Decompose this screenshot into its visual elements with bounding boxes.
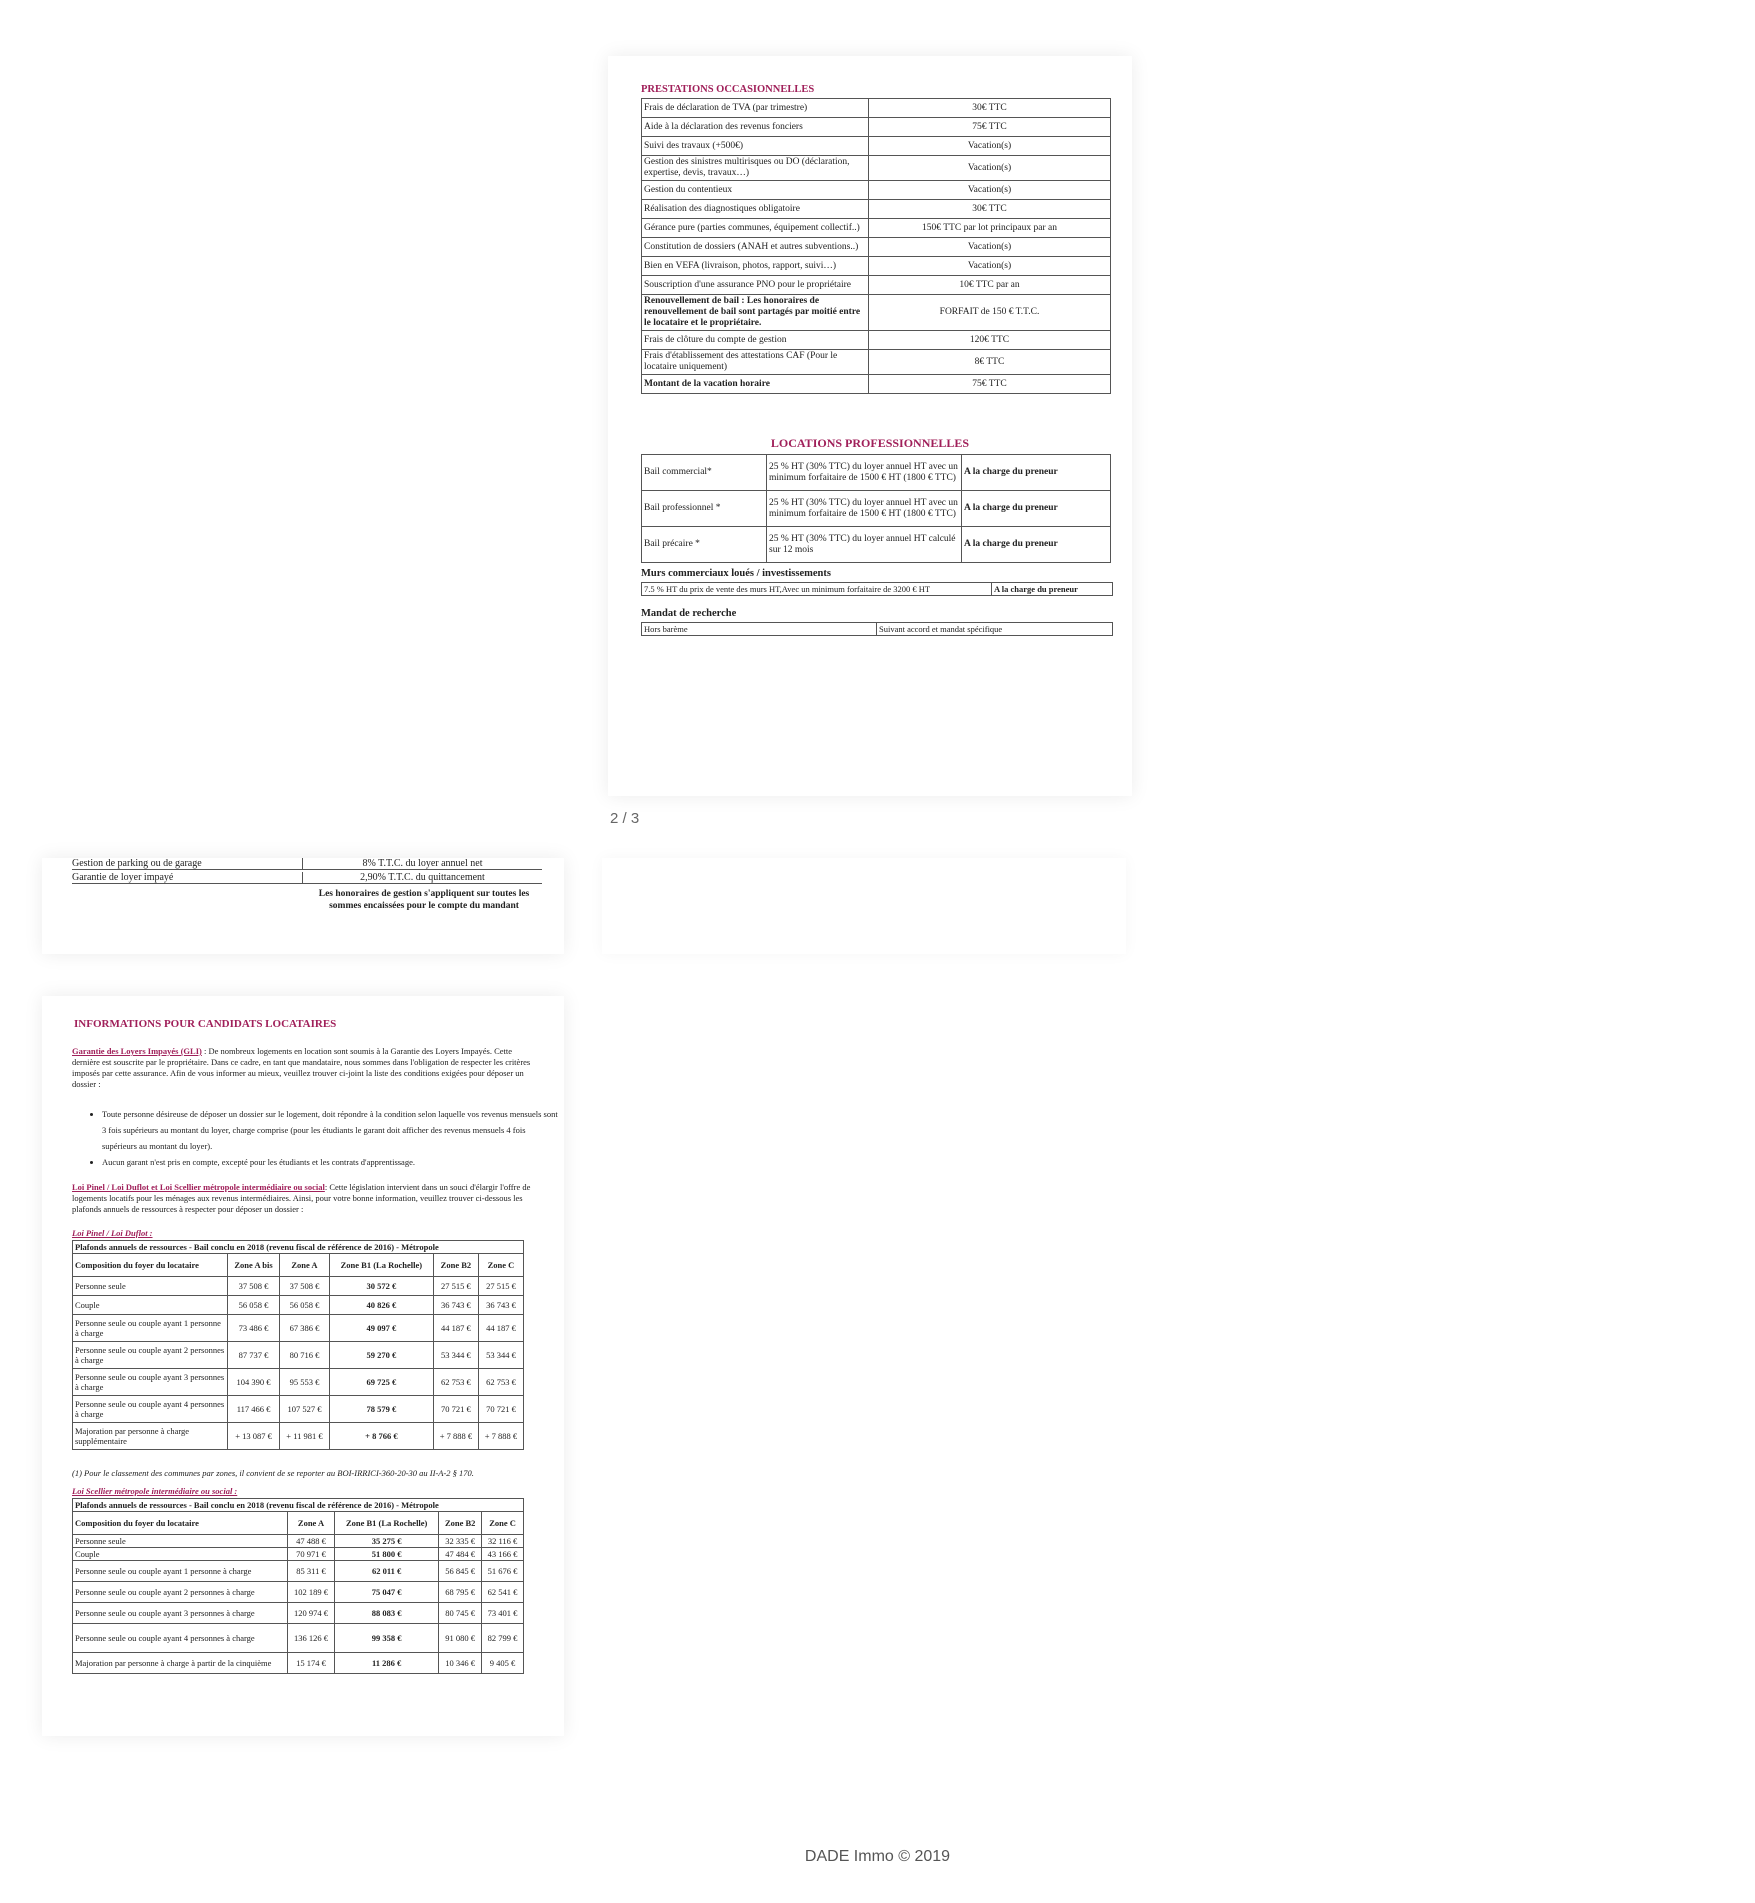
table-header-row xyxy=(73,1254,524,1277)
cell-value: 32 116 € xyxy=(482,1535,524,1548)
cell-value: 51 800 € xyxy=(335,1548,439,1561)
pro-table xyxy=(641,454,1111,563)
row-label: Personne seule ou couple ayant 4 personnes à charge xyxy=(73,1396,228,1423)
table-row xyxy=(73,1535,524,1548)
cell-value: 120 974 € xyxy=(288,1603,335,1624)
cell-value: 117 466 € xyxy=(228,1396,280,1423)
prestation-label: Gérance pure (parties communes, équipement collectif..) xyxy=(642,219,869,238)
fragment-row-parking xyxy=(72,858,542,870)
parking-value: 8% T.T.C. du loyer annuel net xyxy=(362,858,483,869)
cell-value: 37 508 € xyxy=(228,1277,280,1296)
table-row xyxy=(73,1548,524,1561)
cell-value: 80 745 € xyxy=(439,1603,482,1624)
prestation-value: 75€ TTC xyxy=(869,375,1111,394)
cell-value: 56 058 € xyxy=(280,1296,330,1315)
cell-value: 27 515 € xyxy=(478,1277,523,1296)
cell-value: 47 484 € xyxy=(439,1548,482,1561)
cell-value: 11 286 € xyxy=(335,1653,439,1674)
cell-value: 62 753 € xyxy=(433,1369,478,1396)
column-header: Zone B2 xyxy=(439,1512,482,1535)
murs-charge: A la charge du preneur xyxy=(994,584,1078,594)
prestation-value: 30€ TTC xyxy=(869,200,1111,219)
prestation-label: Bien en VEFA (livraison, photos, rapport, suivi…) xyxy=(642,257,869,276)
pinel-link[interactable]: Loi Pinel / Loi Duflot et Loi Scellier métropole intermédiaire ou social xyxy=(72,1182,325,1192)
prestation-value: Vacation(s) xyxy=(869,156,1111,181)
prestation-value: 30€ TTC xyxy=(869,99,1111,118)
prestation-label: Renouvellement de bail : Les honoraires de renouvellement de bail sont partagés par moitié entre le locataire et le propriétaire. xyxy=(642,295,869,331)
prestation-row xyxy=(642,219,1111,238)
prestation-row xyxy=(642,181,1111,200)
cell-value: 99 358 € xyxy=(335,1624,439,1653)
cell-value: 15 174 € xyxy=(288,1653,335,1674)
parking-label: Gestion de parking ou de garage xyxy=(72,858,303,869)
cell-value: 107 527 € xyxy=(280,1396,330,1423)
cell-value: 49 097 € xyxy=(329,1315,433,1342)
cell-value: 104 390 € xyxy=(228,1369,280,1396)
cell-value: 62 753 € xyxy=(478,1369,523,1396)
prestation-label: Aide à la déclaration des revenus fonciers xyxy=(642,118,869,137)
cell-value: + 11 981 € xyxy=(280,1423,330,1450)
scellier-table xyxy=(72,1498,524,1674)
row-label: Personne seule ou couple ayant 2 personnes à charge xyxy=(73,1342,228,1369)
cell-value: 40 826 € xyxy=(329,1296,433,1315)
cell-value: 53 344 € xyxy=(478,1342,523,1369)
cell-value: 78 579 € xyxy=(329,1396,433,1423)
cell-value: 56 058 € xyxy=(228,1296,280,1315)
cell-value: 95 553 € xyxy=(280,1369,330,1396)
pro-row xyxy=(642,527,1111,563)
column-header: Zone C xyxy=(478,1254,523,1277)
table-row xyxy=(73,1296,524,1315)
prestation-row xyxy=(642,350,1111,375)
gli-text: : De nombreux logements en location sont soumis à la Garantie des Loyers Impayés. Cette dernière est souscrite par le propriétaire. Dans ce cadre, en tant que mandataire, nous sommes dans l'obligation de respecter les critères imposés par cette assurance. Afin de vous informer au mieux, veuillez trouver ci-joint la liste des conditions exigées pour déposer un dossier : xyxy=(72,1046,531,1089)
table-row xyxy=(73,1624,524,1653)
candidats-title: INFORMATIONS POUR CANDIDATS LOCATAIRES xyxy=(74,1018,337,1030)
prestation-row xyxy=(642,200,1111,219)
table-row xyxy=(73,1369,524,1396)
cell-value: 102 189 € xyxy=(288,1582,335,1603)
row-label: Couple xyxy=(73,1548,288,1561)
table-row xyxy=(73,1342,524,1369)
column-header: Zone C xyxy=(482,1512,524,1535)
prestation-row xyxy=(642,156,1111,181)
pro-charge: A la charge du preneur xyxy=(962,491,1111,527)
pinel-text: : Cette législation intervient dans un souci d'élargir l'offre de logements locatifs pour les ménages aux revenus intermédiaires. Ainsi, pour votre bonne information, veuillez trouver ci-dessous les plafonds annuels de ressources à respecter pour déposer un dossier : xyxy=(72,1182,531,1214)
t1-title: Loi Pinel / Loi Duflot : xyxy=(72,1228,153,1238)
row-label: Personne seule xyxy=(73,1535,288,1548)
fragment-row-garantie xyxy=(72,872,542,884)
document-page-2-fragment xyxy=(42,858,564,954)
table-caption-row xyxy=(73,1499,524,1512)
prestation-row xyxy=(642,99,1111,118)
row-label: Personne seule ou couple ayant 3 personnes à charge xyxy=(73,1603,288,1624)
table-row xyxy=(73,1653,524,1674)
table-header-row xyxy=(73,1512,524,1535)
column-header: Zone B2 xyxy=(433,1254,478,1277)
cell-value: 75 047 € xyxy=(335,1582,439,1603)
condition-item: • Aucun garant n'est pris en compte, excepté pour les étudiants et les contrats d'apprentissage. xyxy=(102,1154,562,1170)
murs-row xyxy=(641,582,1113,596)
column-header: Composition du foyer du locataire xyxy=(73,1512,288,1535)
cell-value: 59 270 € xyxy=(329,1342,433,1369)
row-label: Personne seule ou couple ayant 1 personne à charge xyxy=(73,1315,228,1342)
section-title-mandat: Mandat de recherche xyxy=(641,608,737,619)
prestation-row xyxy=(642,257,1111,276)
prestation-value: 8€ TTC xyxy=(869,350,1111,375)
column-header: Zone A xyxy=(288,1512,335,1535)
site-footer: DADE Immo © 2019 xyxy=(804,1848,951,1865)
condition-item: • Toute personne désireuse de déposer un dossier sur le logement, doit répondre à la condition selon laquelle vos revenus mensuels sont 3 fois supérieurs au montant du loyer, charge comprise (pour les étudiants le garant doit afficher des revenus mensuels 4 fois supérieurs au montant du loyer). xyxy=(102,1106,562,1154)
murs-desc: 7.5 % HT du prix de vente des murs HT,Avec un minimum forfaitaire de 3200 € HT xyxy=(642,583,992,595)
pro-label: Bail précaire * xyxy=(642,527,767,563)
row-label: Personne seule ou couple ayant 1 personne à charge xyxy=(73,1561,288,1582)
prestation-value: 75€ TTC xyxy=(869,118,1111,137)
prestation-label: Montant de la vacation horaire xyxy=(642,375,869,394)
cell-value: 85 311 € xyxy=(288,1561,335,1582)
prestation-row xyxy=(642,375,1111,394)
prestation-value: 120€ TTC xyxy=(869,331,1111,350)
garantie-label: Garantie de loyer impayé xyxy=(72,872,303,883)
prestation-value: Vacation(s) xyxy=(869,181,1111,200)
table-row xyxy=(73,1561,524,1582)
table-row xyxy=(73,1315,524,1342)
pro-label: Bail commercial* xyxy=(642,455,767,491)
cell-value: 53 344 € xyxy=(433,1342,478,1369)
cell-value: 62 011 € xyxy=(335,1561,439,1582)
pro-desc: 25 % HT (30% TTC) du loyer annuel HT avec un minimum forfaitaire de 1500 € HT (1800 € TTC) xyxy=(767,491,962,527)
prestation-row xyxy=(642,276,1111,295)
mandat-left: Hors barème xyxy=(642,623,877,635)
document-page-1 xyxy=(608,56,1132,796)
prestation-row xyxy=(642,331,1111,350)
table-row xyxy=(73,1582,524,1603)
prestation-label: Gestion des sinistres multirisques ou DO (déclaration, expertise, devis, travaux…) xyxy=(642,156,869,181)
document-page-blank-fragment xyxy=(602,858,1126,954)
cell-value: 73 401 € xyxy=(482,1603,524,1624)
column-header: Zone B1 (La Rochelle) xyxy=(329,1254,433,1277)
section-title-murs: Murs commerciaux loués / investissements xyxy=(641,568,831,579)
pro-desc: 25 % HT (30% TTC) du loyer annuel HT calculé sur 12 mois xyxy=(767,527,962,563)
cell-value: 88 083 € xyxy=(335,1603,439,1624)
cell-value: 56 845 € xyxy=(439,1561,482,1582)
pro-charge: A la charge du preneur xyxy=(962,455,1111,491)
prestation-value: FORFAIT de 150 € T.T.C. xyxy=(869,295,1111,331)
pinel-table xyxy=(72,1240,524,1450)
prestation-row xyxy=(642,295,1111,331)
table-row xyxy=(73,1423,524,1450)
cell-value: 136 126 € xyxy=(288,1624,335,1653)
zones-note: (1) Pour le classement des communes par zones, il convient de se reporter au BOI-IRRICI-360-20-30 au II-A-2 § 170. xyxy=(72,1468,474,1478)
cell-value: 51 676 € xyxy=(482,1561,524,1582)
table-caption: Plafonds annuels de ressources - Bail conclu en 2018 (revenu fiscal de référence de 2016) - Métropole xyxy=(73,1241,524,1254)
cell-value: 30 572 € xyxy=(329,1277,433,1296)
cell-value: 44 187 € xyxy=(478,1315,523,1342)
cell-value: 43 166 € xyxy=(482,1548,524,1561)
document-page-3 xyxy=(42,996,564,1736)
table-row xyxy=(73,1396,524,1423)
prestation-value: Vacation(s) xyxy=(869,137,1111,156)
table-caption: Plafonds annuels de ressources - Bail conclu en 2018 (revenu fiscal de référence de 2016) - Métropole xyxy=(73,1499,524,1512)
column-header: Zone A xyxy=(280,1254,330,1277)
prestation-value: Vacation(s) xyxy=(869,238,1111,257)
prestation-row xyxy=(642,118,1111,137)
pro-row xyxy=(642,491,1111,527)
gestion-note: Les honoraires de gestion s'appliquent sur toutes les sommes encaissées pour le compte du mandant xyxy=(318,889,530,911)
prestation-value: 150€ TTC par lot principaux par an xyxy=(869,219,1111,238)
cell-value: 37 508 € xyxy=(280,1277,330,1296)
pro-charge: A la charge du preneur xyxy=(962,527,1111,563)
page-indicator: 2 / 3 xyxy=(610,810,640,827)
cell-value: 80 716 € xyxy=(280,1342,330,1369)
pro-row xyxy=(642,455,1111,491)
cell-value: 9 405 € xyxy=(482,1653,524,1674)
row-label: Personne seule ou couple ayant 2 personnes à charge xyxy=(73,1582,288,1603)
cell-value: 35 275 € xyxy=(335,1535,439,1548)
mandat-row xyxy=(641,622,1113,636)
table-row xyxy=(73,1603,524,1624)
column-header: Zone B1 (La Rochelle) xyxy=(335,1512,439,1535)
cell-value: 91 080 € xyxy=(439,1624,482,1653)
gli-paragraph xyxy=(72,1046,532,1090)
gli-link[interactable]: Garantie des Loyers Impayés (GLI) xyxy=(72,1046,202,1056)
prestation-label: Suivi des travaux (+500€) xyxy=(642,137,869,156)
table-caption-row xyxy=(73,1241,524,1254)
column-header: Zone A bis xyxy=(228,1254,280,1277)
cell-value: 73 486 € xyxy=(228,1315,280,1342)
prestation-label: Gestion du contentieux xyxy=(642,181,869,200)
section-title-prestations: PRESTATIONS OCCASIONNELLES xyxy=(641,84,815,95)
garantie-value: 2,90% T.T.C. du quittancement xyxy=(360,872,485,883)
row-label: Personne seule ou couple ayant 4 personnes à charge xyxy=(73,1624,288,1653)
prestation-label: Réalisation des diagnostiques obligatoire xyxy=(642,200,869,219)
cell-value: + 7 888 € xyxy=(433,1423,478,1450)
prestations-table xyxy=(641,98,1111,394)
prestation-label: Frais de clôture du compte de gestion xyxy=(642,331,869,350)
row-label: Personne seule ou couple ayant 3 personnes à charge xyxy=(73,1369,228,1396)
cell-value: 32 335 € xyxy=(439,1535,482,1548)
cell-value: 36 743 € xyxy=(433,1296,478,1315)
prestation-label: Frais d'établissement des attestations CAF (Pour le locataire uniquement) xyxy=(642,350,869,375)
cell-value: 36 743 € xyxy=(478,1296,523,1315)
cell-value: 69 725 € xyxy=(329,1369,433,1396)
cell-value: + 13 087 € xyxy=(228,1423,280,1450)
cell-value: 82 799 € xyxy=(482,1624,524,1653)
pro-desc: 25 % HT (30% TTC) du loyer annuel HT avec un minimum forfaitaire de 1500 € HT (1800 € TTC) xyxy=(767,455,962,491)
cell-value: 10 346 € xyxy=(439,1653,482,1674)
row-label: Majoration par personne à charge supplémentaire xyxy=(73,1423,228,1450)
cell-value: 68 795 € xyxy=(439,1582,482,1603)
cell-value: 27 515 € xyxy=(433,1277,478,1296)
prestation-row xyxy=(642,137,1111,156)
prestation-label: Souscription d'une assurance PNO pour le propriétaire xyxy=(642,276,869,295)
cell-value: 62 541 € xyxy=(482,1582,524,1603)
prestation-label: Frais de déclaration de TVA (par trimestre) xyxy=(642,99,869,118)
cell-value: 70 721 € xyxy=(433,1396,478,1423)
table-row xyxy=(73,1277,524,1296)
prestation-value: Vacation(s) xyxy=(869,257,1111,276)
cell-value: + 7 888 € xyxy=(478,1423,523,1450)
t2-title: Loi Scellier métropole intermédiaire ou social : xyxy=(72,1486,238,1496)
pinel-paragraph xyxy=(72,1182,532,1215)
section-title-pro: LOCATIONS PROFESSIONNELLES xyxy=(770,436,970,450)
mandat-right: Suivant accord et mandat spécifique xyxy=(879,624,1003,634)
pro-label: Bail professionnel * xyxy=(642,491,767,527)
cell-value: 70 971 € xyxy=(288,1548,335,1561)
row-label: Majoration par personne à charge à partir de la cinquième xyxy=(73,1653,288,1674)
row-label: Couple xyxy=(73,1296,228,1315)
cell-value: 67 386 € xyxy=(280,1315,330,1342)
cell-value: 44 187 € xyxy=(433,1315,478,1342)
prestation-label: Constitution de dossiers (ANAH et autres subventions..) xyxy=(642,238,869,257)
row-label: Personne seule xyxy=(73,1277,228,1296)
cell-value: 87 737 € xyxy=(228,1342,280,1369)
cell-value: 47 488 € xyxy=(288,1535,335,1548)
conditions-list xyxy=(72,1106,562,1170)
prestation-row xyxy=(642,238,1111,257)
column-header: Composition du foyer du locataire xyxy=(73,1254,228,1277)
cell-value: + 8 766 € xyxy=(329,1423,433,1450)
prestation-value: 10€ TTC par an xyxy=(869,276,1111,295)
cell-value: 70 721 € xyxy=(478,1396,523,1423)
